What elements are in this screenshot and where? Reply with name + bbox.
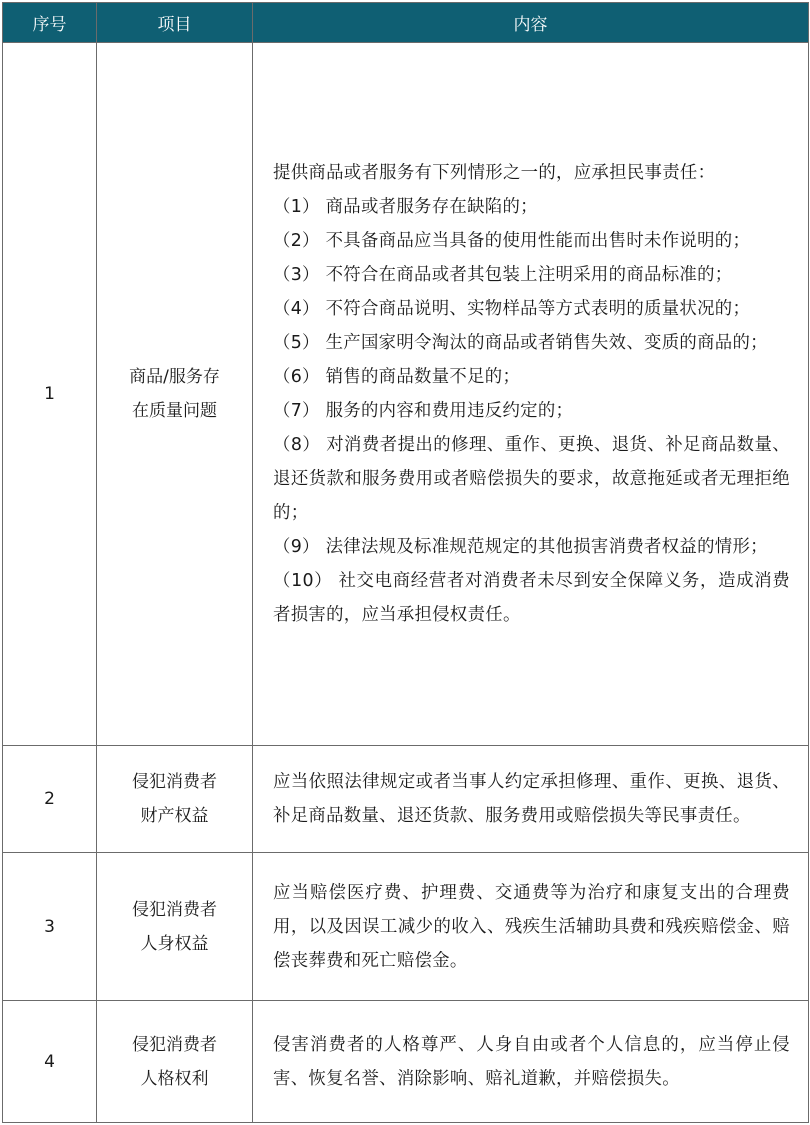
row-content	[253, 43, 809, 746]
item-line: 人格权利	[140, 1068, 209, 1089]
content-line: （1） 商品或者服务存在缺陷的；	[273, 197, 538, 217]
item-line: 侵犯消费者	[132, 899, 217, 920]
header-content: 内容	[253, 3, 809, 43]
content-line: （9） 法律法规及标准规范规定的其他损害消费者权益的情形；	[273, 537, 768, 557]
row-number: 1	[3, 43, 97, 746]
item-line: 在质量问题	[132, 401, 217, 421]
row-item	[97, 43, 253, 746]
item-line: 人身权益	[140, 933, 209, 954]
row-content: 侵害消费者的人格尊严、人身自由或者个人信息的，应当停止侵害、恢复名誉、消除影响、赔礼道歉，并赔偿损失。	[253, 1001, 809, 1123]
content-line: （6） 销售的商品数量不足的；	[273, 367, 521, 387]
content-line: （8） 对消费者提出的修理、重作、更换、退货、补足商品数量、退还货款和服务费用或者赔偿损失的要求，故意拖延或者无理拒绝的；	[273, 435, 790, 523]
table-row	[3, 853, 809, 1001]
item-line: 财产权益	[140, 806, 209, 826]
row-number: 2	[3, 746, 97, 853]
table-row	[3, 746, 809, 853]
content-line: （10） 社交电商经营者对消费者未尽到安全保障义务，造成消费者损害的，应当承担侵权责任。	[273, 571, 790, 625]
content-line: （4） 不符合商品说明、实物样品等方式表明的质量状况的；	[273, 299, 751, 319]
table-row	[3, 43, 809, 746]
item-line: 侵犯消费者	[132, 1034, 217, 1055]
item-line: 商品/服务存	[129, 367, 220, 387]
row-item	[97, 1001, 253, 1123]
row-number: 3	[3, 853, 97, 1001]
table-header-row	[3, 3, 809, 43]
row-item	[97, 746, 253, 853]
item-line: 侵犯消费者	[132, 772, 217, 792]
content-line: 提供商品或者服务有下列情形之一的，应承担民事责任：	[273, 163, 716, 183]
content-line: （2） 不具备商品应当具备的使用性能而出售时未作说明的；	[273, 231, 751, 251]
content-line: （7） 服务的内容和费用违反约定的；	[273, 401, 574, 421]
table-row	[3, 1001, 809, 1123]
header-no: 序号	[3, 3, 97, 43]
content-line: （5） 生产国家明令淘汰的商品或者销售失效、变质的商品的；	[273, 333, 768, 353]
liability-table	[2, 2, 809, 1123]
row-number: 4	[3, 1001, 97, 1123]
content-line: （3） 不符合在商品或者其包装上注明采用的商品标准的；	[273, 265, 733, 285]
header-item: 项目	[97, 3, 253, 43]
row-item	[97, 853, 253, 1001]
row-content: 应当依照法律规定或者当事人约定承担修理、重作、更换、退货、补足商品数量、退还货款、服务费用或赔偿损失等民事责任。	[253, 746, 809, 853]
row-content: 应当赔偿医疗费、护理费、交通费等为治疗和康复支出的合理费用，以及因误工减少的收入、残疾生活辅助具费和残疾赔偿金、赔偿丧葬费和死亡赔偿金。	[253, 853, 809, 1001]
